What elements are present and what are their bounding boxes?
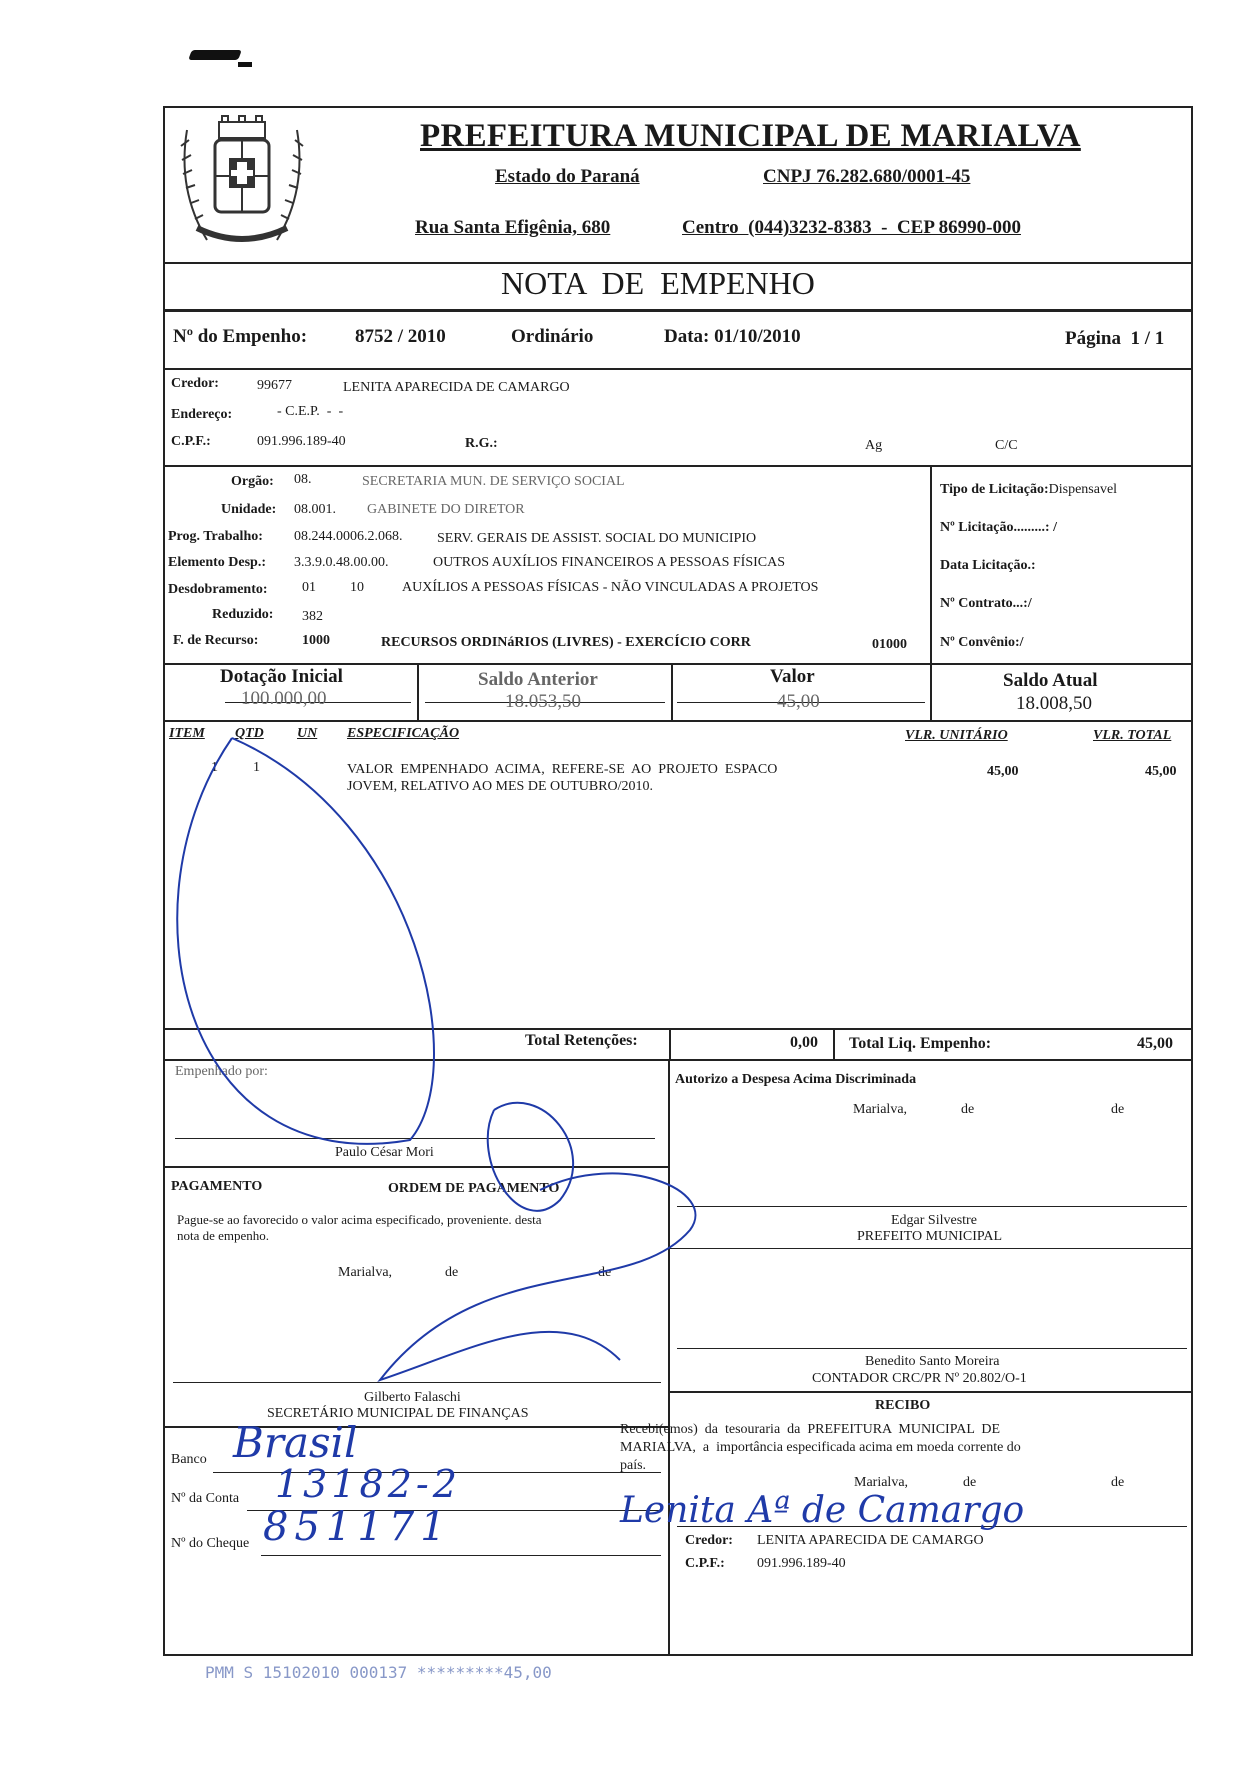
recibo-cpf-value: 091.996.189-40 — [757, 1556, 846, 1571]
saldo-anterior-label: Saldo Anterior — [478, 669, 598, 690]
pagamento-de: de — [445, 1265, 459, 1280]
saldo-anterior-value: 18.053,50 — [505, 691, 581, 712]
prog-trabalho-label: Prog. Trabalho: — [168, 529, 263, 544]
page-number: Página 1 / 1 — [1065, 328, 1165, 349]
fonte-recurso-code2: 01000 — [872, 637, 907, 652]
fonte-recurso-desc: RECURSOS ORDINáRIOS (LIVRES) - EXERCÍCIO CORR — [381, 635, 751, 650]
data-licitacao: Data Licitação.: — [940, 558, 1036, 573]
prefeito-name: Edgar Silvestre — [891, 1213, 977, 1228]
qtd-header: QTD — [235, 726, 264, 741]
document-title: NOTA DE EMPENHO — [501, 265, 815, 301]
tipo-licitacao-value: Dispensavel — [1048, 482, 1118, 497]
ordem-pagamento-label: ORDEM DE PAGAMENTO — [388, 1181, 560, 1196]
empenhado-por-name: Paulo César Mori — [335, 1145, 434, 1160]
unidade-code: 08.001. — [294, 502, 336, 517]
total-liquido-label: Total Liq. Empenho: — [849, 1035, 992, 1052]
empenho-number: 8752 / 2010 — [355, 326, 446, 347]
empenhado-por-label: Empenhado por: — [175, 1064, 268, 1079]
valor-value: 45,00 — [777, 691, 820, 712]
autorizo-de: de — [961, 1102, 975, 1117]
elemento-code: 3.3.9.0.48.00.00. — [294, 555, 389, 570]
item-number: 1 — [211, 760, 218, 775]
fonte-recurso-code: 1000 — [302, 633, 330, 648]
empenho-type: Ordinário — [511, 326, 594, 347]
print-stamp: PMM S 15102010 000137 *********45,00 — [205, 1663, 552, 1682]
saldo-atual-value: 18.008,50 — [1016, 693, 1092, 714]
reduzido-value: 382 — [302, 609, 323, 624]
endereco-label: Endereço: — [171, 407, 233, 422]
pagamento-text: Pague-se ao favorecido o valor acima especificado, proveniente. desta — [177, 1212, 542, 1227]
total-retencoes-value: 0,00 — [790, 1034, 818, 1051]
recibo-cpf-label: C.P.F.: — [685, 1556, 725, 1571]
autorizo-label: Autorizo a Despesa Acima Discriminada — [675, 1072, 917, 1087]
reduzido-label: Reduzido: — [212, 607, 274, 622]
unidade-label: Unidade: — [221, 502, 277, 517]
handwritten-receiver-signature: Lenita Aª de Camargo — [620, 1490, 1025, 1531]
endereco-value: - C.E.P. - - — [277, 404, 344, 419]
desdobramento-desc: AUXÍLIOS A PESSOAS FÍSICAS - NÃO VINCULADAS A PROJETOS — [402, 580, 819, 595]
contador-name: Benedito Santo Moreira — [865, 1354, 1000, 1369]
item-valor-unitario: 45,00 — [987, 764, 1019, 779]
tipo-licitacao-label: Tipo de Licitação: — [940, 482, 1049, 497]
recibo-de: de — [963, 1475, 977, 1490]
contador-title: CONTADOR CRC/PR Nº 20.802/O-1 — [812, 1371, 1027, 1386]
secretario-title: SECRETÁRIO MUNICIPAL DE FINANÇAS — [267, 1406, 529, 1421]
credor-name: LENITA APARECIDA DE CAMARGO — [343, 380, 570, 395]
numero-contrato: Nº Contrato...:/ — [940, 596, 1032, 611]
orgao-label: Orgão: — [231, 474, 274, 489]
valor-label: Valor — [770, 666, 815, 687]
item-espec-line2: JOVEM, RELATIVO AO MES DE OUTUBRO/2010. — [347, 779, 654, 794]
municipality-title: PREFEITURA MUNICIPAL DE MARIALVA — [420, 118, 1081, 154]
pagamento-de: de — [598, 1265, 612, 1280]
numero-convenio: Nº Convênio:/ — [940, 635, 1024, 650]
secretario-name: Gilberto Falaschi — [364, 1390, 461, 1405]
un-header: UN — [297, 726, 318, 741]
address: Rua Santa Efigênia, 680 — [415, 217, 611, 238]
cc-label: C/C — [995, 438, 1018, 453]
total-liquido-value: 45,00 — [1137, 1035, 1173, 1052]
prefeito-title: PREFEITO MUNICIPAL — [857, 1229, 1003, 1244]
credor-label: Credor: — [171, 376, 219, 391]
item-espec-line1: VALOR EMPENHADO ACIMA, REFERE-SE AO PROJETO ESPACO — [347, 762, 778, 777]
recibo-credor-label: Credor: — [685, 1533, 733, 1548]
conta-label: Nº da Conta — [171, 1491, 240, 1506]
recibo-credor-name: LENITA APARECIDA DE CAMARGO — [757, 1533, 984, 1548]
valor-unitario-header: VLR. UNITÁRIO — [905, 728, 1008, 743]
item-header: ITEM — [169, 726, 205, 741]
pagamento-local: Marialva, — [338, 1265, 393, 1280]
recibo-text: MARIALVA, a importância especificada acima em moeda corrente do — [620, 1440, 1021, 1455]
empenho-number-label: Nº do Empenho: — [173, 326, 308, 347]
credor-code: 99677 — [257, 378, 292, 393]
unidade-desc: GABINETE DO DIRETOR — [367, 502, 525, 517]
state-name: Estado do Paraná — [495, 166, 640, 187]
total-retencoes-label: Total Retenções: — [525, 1032, 638, 1049]
banco-label: Banco — [171, 1452, 207, 1467]
autorizo-de: de — [1111, 1102, 1125, 1117]
cpf-label: C.P.F.: — [171, 434, 211, 449]
recibo-label: RECIBO — [875, 1398, 931, 1413]
desdobramento-code: 10 — [350, 580, 364, 595]
empenho-date: Data: 01/10/2010 — [664, 326, 801, 347]
numero-licitacao: Nº Licitação.........: / — [940, 520, 1057, 535]
elemento-label: Elemento Desp.: — [168, 555, 266, 570]
item-valor-total: 45,00 — [1145, 764, 1177, 779]
orgao-code: 08. — [294, 472, 312, 487]
prog-trabalho-code: 08.244.0006.2.068. — [294, 529, 403, 544]
elemento-desc: OUTROS AUXÍLIOS FINANCEIROS A PESSOAS FÍSICAS — [433, 555, 786, 570]
recibo-text: país. — [620, 1458, 647, 1473]
pagamento-label: PAGAMENTO — [171, 1179, 263, 1194]
recibo-text: Recebi(emos) da tesouraria da PREFEITURA MUNICIPAL DE — [620, 1422, 1001, 1437]
pagamento-text: nota de empenho. — [177, 1228, 270, 1243]
prog-trabalho-desc: SERV. GERAIS DE ASSIST. SOCIAL DO MUNICIPIO — [437, 531, 757, 546]
valor-total-header: VLR. TOTAL — [1093, 728, 1172, 743]
handwritten-bank: Brasil — [233, 1418, 358, 1467]
dotacao-label: Dotação Inicial — [220, 666, 343, 687]
ag-label: Ag — [865, 438, 883, 453]
fonte-recurso-label: F. de Recurso: — [173, 633, 259, 648]
handwritten-account: 13182-2 — [275, 1462, 461, 1506]
recibo-local: Marialva, — [854, 1475, 909, 1490]
especificacao-header: ESPECIFICAÇÃO — [347, 726, 460, 741]
desdobramento-code: 01 — [302, 580, 316, 595]
rg-label: R.G.: — [465, 436, 498, 451]
dotacao-value: 100.000,00 — [241, 688, 327, 709]
saldo-atual-label: Saldo Atual — [1003, 670, 1098, 691]
desdobramento-label: Desdobramento: — [168, 582, 268, 597]
handwritten-cheque: 851171 — [263, 1504, 452, 1550]
orgao-desc: SECRETARIA MUN. DE SERVIÇO SOCIAL — [362, 474, 625, 489]
item-qtd: 1 — [253, 760, 260, 775]
cpf-value: 091.996.189-40 — [257, 434, 346, 449]
cnpj: CNPJ 76.282.680/0001-45 — [763, 166, 971, 187]
cheque-label: Nº do Cheque — [171, 1536, 250, 1551]
contact: Centro (044)3232-8383 - CEP 86990-000 — [682, 217, 1021, 238]
recibo-de: de — [1111, 1475, 1125, 1490]
autorizo-local: Marialva, — [853, 1102, 908, 1117]
